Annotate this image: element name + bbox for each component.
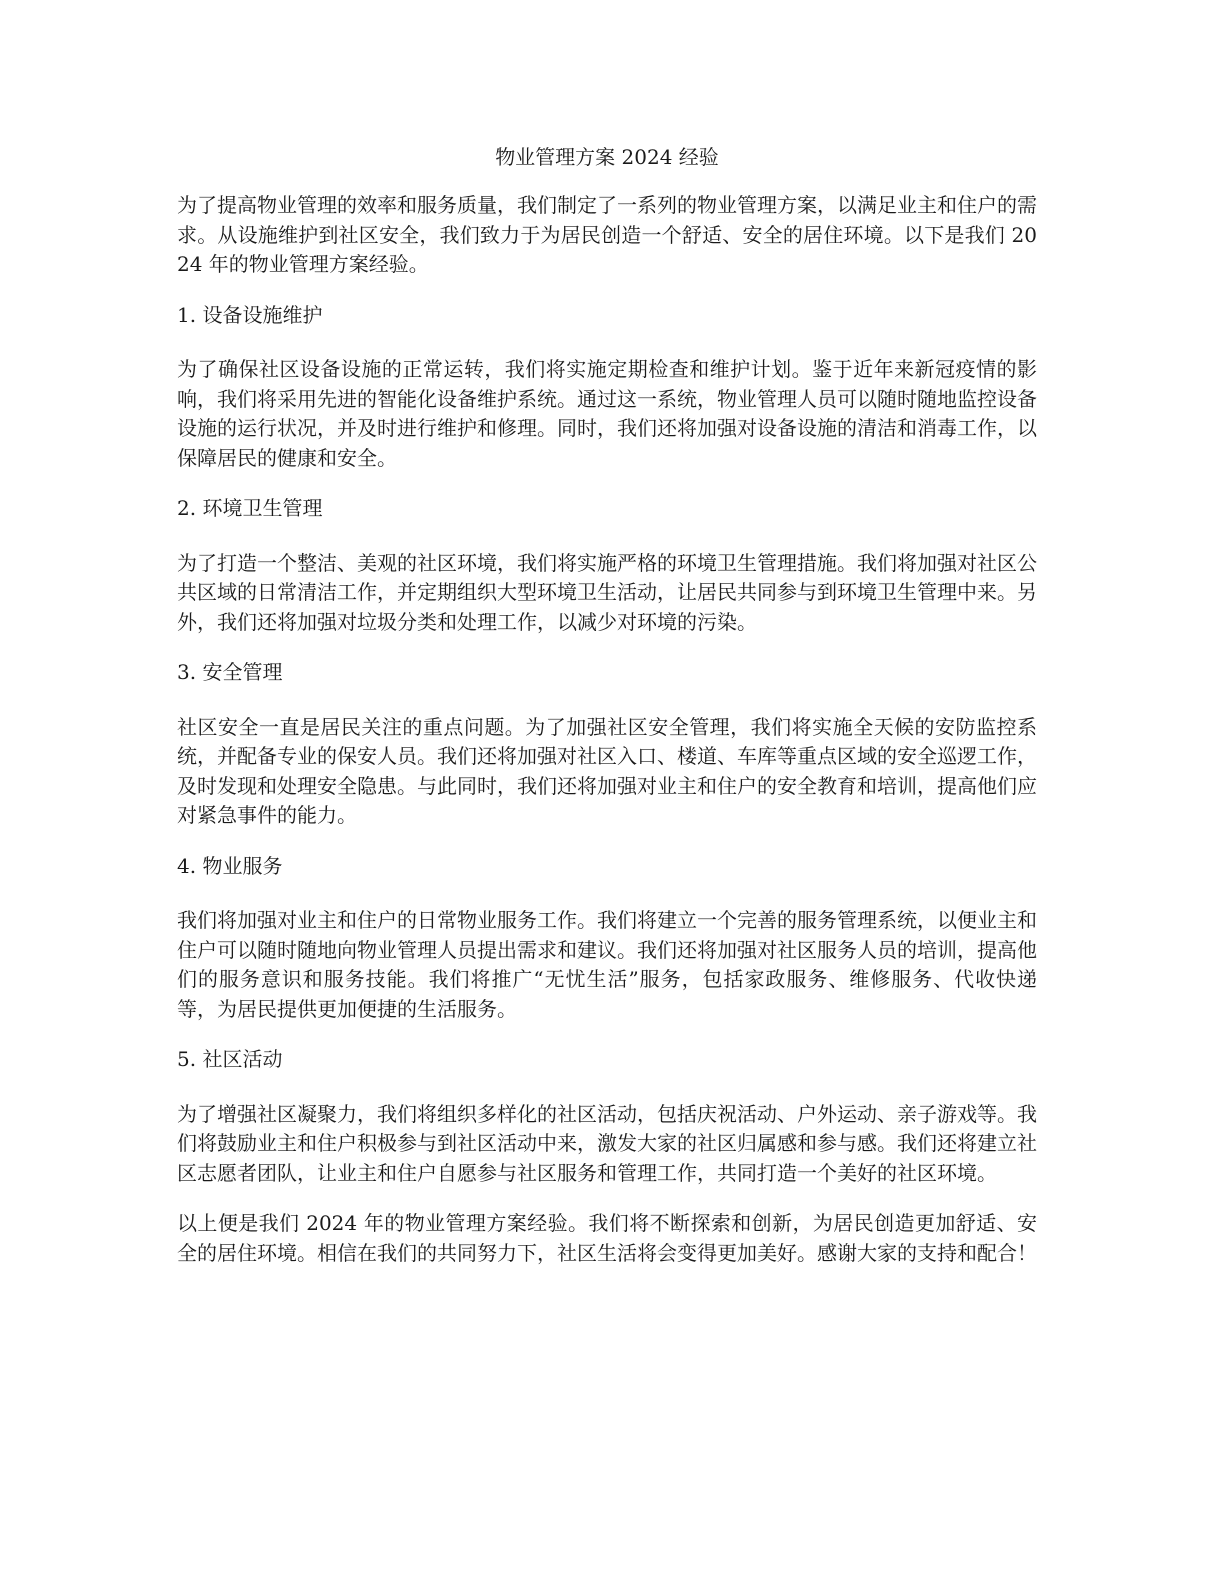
section-heading-service: 4. 物业服务 (177, 853, 283, 878)
section-body-environment: 为了打造一个整洁、美观的社区环境，我们将实施严格的环境卫生管理措施。我们将加强对社区公共区域的日常清洁工作，并定期组织大型环境卫生活动，让居民共同参与到环境卫生管理中来。另外，我们还将加强对垃圾分类和处理工作，以减少对环境的污染。 (177, 550, 1037, 634)
document-title: 物业管理方案 2024 经验 (495, 145, 719, 169)
section-body-equipment: 为了确保社区设备设施的正常运转，我们将实施定期检查和维护计划。鉴于近年来新冠疫情的影响，我们将采用先进的智能化设备维护系统。通过这一系统，物业管理人员可以随时随地监控设备设施的运行状况，并及时进行维护和修理。同时，我们还将加强对设备设施的清洁和消毒工作，以保障居民的健康和安全。 (177, 357, 1037, 470)
section-body-service: 我们将加强对业主和住户的日常物业服务工作。我们将建立一个完善的服务管理系统，以便业主和住户可以随时随地向物业管理人员提出需求和建议。我们还将加强对社区服务人员的培训，提高他们的服务意识和服务技能。我们将推广“无忧生活”服务，包括家政服务、维修服务、代收快递等，为居民提供更加便捷的生活服务。 (177, 908, 1037, 1021)
section-heading-activities: 5. 社区活动 (177, 1047, 283, 1071)
document-page (177, 144, 1037, 1289)
section-heading-equipment: 1. 设备设施维护 (177, 302, 323, 327)
intro-paragraph: 为了提高物业管理的效率和服务质量，我们制定了一系列的物业管理方案，以满足业主和住户的需求。从设施维护到社区安全，我们致力于为居民创造一个舒适、安全的居住环境。以下是我们 2024 年的物业管理方案经验。 (177, 193, 1037, 276)
section-heading-environment: 2. 环境卫生管理 (177, 496, 323, 520)
section-body-safety: 社区安全一直是居民关注的重点问题。为了加强社区安全管理，我们将实施全天候的安防监控系统，并配备专业的保安人员。我们还将加强对社区入口、楼道、车库等重点区域的安全巡逻工作，及时发现和处理安全隐患。与此同时，我们还将加强对业主和住户的安全教育和培训，提高他们应对紧急事件的能力。 (177, 714, 1037, 827)
section-body-activities: 为了增强社区凝聚力，我们将组织多样化的社区活动，包括庆祝活动、户外运动、亲子游戏等。我们将鼓励业主和住户积极参与到社区活动中来，激发大家的社区归属感和参与感。我们还将建立社区志愿者团队，让业主和住户自愿参与社区服务和管理工作，共同打造一个美好的社区环境。 (177, 1101, 1037, 1185)
section-heading-safety: 3. 安全管理 (177, 660, 283, 684)
conclusion-paragraph: 以上便是我们 2024 年的物业管理方案经验。我们将不断探索和创新，为居民创造更加舒适、安全的居住环境。相信在我们的共同努力下，社区生活将会变得更加美好。感谢大家的支持和配合！ (177, 1211, 1037, 1265)
